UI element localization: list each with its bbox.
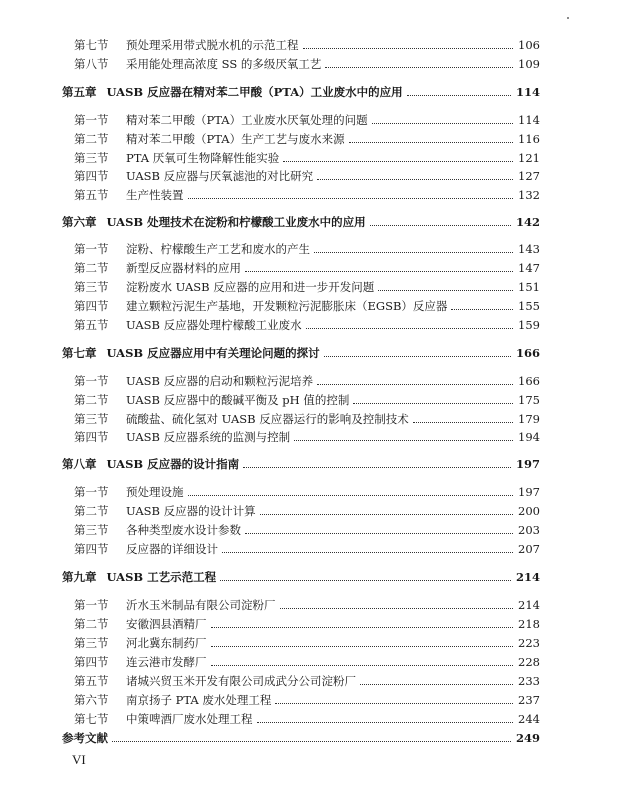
section-number: 第五节	[74, 318, 109, 332]
section-title: 反应器的详细设计	[126, 542, 218, 556]
chapter-title: UASB 反应器应用中有关理论问题的探讨	[106, 346, 320, 360]
dot-leader	[211, 627, 514, 628]
dot-leader	[360, 684, 513, 685]
toc-section-row[interactable]	[62, 634, 540, 651]
toc-section-row[interactable]	[62, 483, 540, 500]
toc-entry-label	[62, 617, 207, 632]
dot-leader	[294, 440, 513, 441]
section-number: 第四节	[74, 430, 109, 444]
toc-entry-label	[62, 655, 207, 670]
dot-leader	[222, 552, 513, 553]
toc-entry-label	[62, 636, 207, 651]
dot-leader	[211, 646, 514, 647]
dot-leader	[280, 608, 514, 609]
section-number: 第一节	[74, 242, 109, 256]
section-number: 第一节	[74, 374, 109, 388]
page-number: 207	[518, 542, 540, 556]
section-number: 第四节	[74, 542, 109, 556]
section-number: 第三节	[74, 151, 109, 165]
dot-leader	[378, 290, 513, 291]
page-number: 214	[518, 598, 540, 612]
dot-leader	[245, 271, 513, 272]
toc-entry-label	[62, 374, 313, 389]
toc-section-row[interactable]	[62, 240, 540, 257]
toc-section-row[interactable]	[62, 278, 540, 295]
dot-leader	[260, 514, 513, 515]
dot-leader	[370, 225, 511, 226]
section-title: 预处理采用带式脱水机的示范工程	[126, 38, 299, 52]
toc-entry-label	[62, 346, 320, 361]
toc-entry-label	[62, 542, 218, 557]
page-number: 166	[515, 346, 540, 360]
toc-entry-label	[62, 151, 279, 166]
toc-section-row[interactable]	[62, 130, 540, 147]
dot-leader	[325, 67, 513, 68]
section-title: 安徽泗县酒精厂	[126, 617, 207, 631]
page-number: 143	[518, 242, 540, 256]
section-title: 诸城兴贸玉米开发有限公司成武分公司淀粉厂	[126, 674, 356, 688]
section-title: 新型反应器材料的应用	[126, 261, 241, 275]
toc-entry-label	[62, 693, 271, 708]
dot-leader	[407, 95, 511, 96]
toc-section-row[interactable]	[62, 428, 540, 445]
chapter-number: 第九章	[62, 570, 97, 584]
section-number: 第一节	[74, 598, 109, 612]
toc-entry-label	[62, 393, 349, 408]
page-number: 147	[518, 261, 540, 275]
section-number: 第六节	[74, 693, 109, 707]
page-number: 233	[518, 674, 540, 688]
section-number: 第四节	[74, 169, 109, 183]
toc-chapter-row[interactable]	[62, 213, 540, 230]
page-number: 200	[518, 504, 540, 518]
toc-references-row[interactable]	[62, 729, 540, 746]
toc-entry-label	[62, 215, 366, 230]
toc-section-row[interactable]	[62, 596, 540, 613]
page-number: 109	[518, 57, 540, 71]
page-number: 121	[518, 151, 540, 165]
dot-leader	[257, 722, 514, 723]
section-title: UASB 反应器中的酸碱平衡及 pH 值的控制	[126, 393, 350, 407]
toc-entry-label	[62, 430, 290, 445]
page-number: 106	[518, 38, 540, 52]
section-title: 建立颗粒污泥生产基地，开发颗粒污泥膨胀床（EGSB）反应器	[126, 299, 448, 313]
dot-leader	[188, 198, 514, 199]
toc-entry-label	[62, 188, 184, 203]
section-title: 采用能处理高浓度 SS 的多级厌氧工艺	[126, 57, 322, 71]
section-number: 第二节	[74, 132, 109, 146]
toc-section-row[interactable]	[62, 316, 540, 333]
toc-entry-label	[62, 712, 253, 727]
dot-leader	[211, 665, 514, 666]
toc-section-row[interactable]	[62, 540, 540, 557]
page-number: 237	[518, 693, 540, 707]
section-title: 连云港市发酵厂	[126, 655, 207, 669]
section-title: UASB 反应器的设计计算	[126, 504, 256, 518]
dot-leader	[306, 328, 513, 329]
toc-entry-label	[62, 318, 302, 333]
toc-entry-label	[62, 57, 321, 72]
toc-section-row[interactable]	[62, 167, 540, 184]
toc-entry-label	[62, 457, 239, 472]
toc-section-row[interactable]	[62, 391, 540, 408]
toc-section-row[interactable]	[62, 672, 540, 689]
toc-section-row[interactable]	[62, 653, 540, 670]
section-title: 预处理设施	[126, 485, 184, 499]
toc-section-row[interactable]	[62, 615, 540, 632]
page-number: 114	[515, 85, 540, 99]
page-number: 127	[518, 169, 540, 183]
page-number: 132	[518, 188, 540, 202]
page-number: 228	[518, 655, 540, 669]
toc-entry-label	[62, 485, 184, 500]
dot-leader	[317, 179, 513, 180]
toc-entry-label	[62, 570, 216, 585]
dot-leader	[275, 703, 513, 704]
section-number: 第二节	[74, 617, 109, 631]
page-number: 223	[518, 636, 540, 650]
dot-leader	[303, 48, 514, 49]
section-number: 第三节	[74, 523, 109, 537]
toc-section-row[interactable]	[62, 36, 540, 53]
toc-entry-label	[62, 731, 108, 746]
section-title: 淀粉、柠檬酸生产工艺和废水的产生	[126, 242, 310, 256]
scan-speck	[567, 17, 569, 19]
section-number: 第四节	[74, 655, 109, 669]
section-number: 第三节	[74, 280, 109, 294]
dot-leader	[349, 142, 513, 143]
toc-section-row[interactable]	[62, 55, 540, 72]
toc-entry-label	[62, 132, 345, 147]
dot-leader	[324, 356, 511, 357]
page-number: 249	[515, 731, 540, 745]
toc-chapter-row[interactable]	[62, 568, 540, 585]
dot-leader	[372, 123, 513, 124]
section-title: 精对苯二甲酸（PTA）工业废水厌氧处理的问题	[126, 113, 368, 127]
section-title: UASB 反应器系统的监测与控制	[126, 430, 291, 444]
dot-leader	[317, 384, 513, 385]
section-number: 第二节	[74, 393, 109, 407]
section-number: 第三节	[74, 412, 109, 426]
page-number: 166	[518, 374, 540, 388]
section-title: 生产性装置	[126, 188, 184, 202]
dot-leader	[188, 495, 514, 496]
dot-leader	[220, 580, 511, 581]
section-title: 各种类型废水设计参数	[126, 523, 241, 537]
page-number: 159	[518, 318, 540, 332]
section-number: 第四节	[74, 299, 109, 313]
toc-section-row[interactable]	[62, 149, 540, 166]
toc-section-row[interactable]	[62, 372, 540, 389]
chapter-number: 第七章	[62, 346, 97, 360]
section-number: 第一节	[74, 485, 109, 499]
section-number: 第五节	[74, 674, 109, 688]
toc-entry-label	[62, 504, 256, 519]
section-title: 硫酸盐、硫化氢对 UASB 反应器运行的影响及控制技术	[126, 412, 409, 426]
chapter-number: 第八章	[62, 457, 97, 471]
toc-section-row[interactable]	[62, 502, 540, 519]
page-folio: VI	[72, 752, 86, 767]
section-title: 淀粉废水 UASB 反应器的应用和进一步开发问题	[126, 280, 375, 294]
toc-entry-label	[62, 299, 447, 314]
page-number: 151	[518, 280, 540, 294]
toc-entry-label	[62, 242, 310, 257]
page-number: 175	[518, 393, 540, 407]
toc-entry-label	[62, 261, 241, 276]
toc-entry-label	[62, 412, 409, 427]
section-title: 南京扬子 PTA 废水处理工程	[126, 693, 272, 707]
toc-entry-label	[62, 280, 374, 295]
chapter-title: UASB 反应器的设计指南	[106, 457, 240, 471]
page-number: 194	[518, 430, 540, 444]
page-number: 197	[518, 485, 540, 499]
section-number: 第八节	[74, 57, 109, 71]
chapter-number: 第五章	[62, 85, 97, 99]
toc-section-row[interactable]	[62, 259, 540, 276]
section-title: UASB 反应器处理柠檬酸工业废水	[126, 318, 302, 332]
dot-leader	[451, 309, 513, 310]
page-number: 155	[518, 299, 540, 313]
toc-chapter-row[interactable]	[62, 83, 540, 100]
page-number: 179	[518, 412, 540, 426]
toc-section-row[interactable]	[62, 111, 540, 128]
references-title: 参考文献	[62, 731, 108, 745]
section-number: 第七节	[74, 38, 109, 52]
page-number: 197	[515, 457, 540, 471]
toc-section-row[interactable]	[62, 297, 540, 314]
toc-section-row[interactable]	[62, 521, 540, 538]
page-number: 218	[518, 617, 540, 631]
section-title: 沂水玉米制品有限公司淀粉厂	[126, 598, 276, 612]
section-title: PTA 厌氧可生物降解性能实验	[126, 151, 280, 165]
toc-section-row[interactable]	[62, 691, 540, 708]
toc-entry-label	[62, 38, 299, 53]
toc-entry-label	[62, 113, 368, 128]
dot-leader	[112, 741, 511, 742]
chapter-title: UASB 反应器在精对苯二甲酸（PTA）工业废水中的应用	[106, 85, 403, 99]
dot-leader	[413, 422, 513, 423]
dot-leader	[243, 467, 511, 468]
section-title: UASB 反应器与厌氧滤池的对比研究	[126, 169, 314, 183]
dot-leader	[245, 533, 513, 534]
section-title: UASB 反应器的启动和颗粒污泥培养	[126, 374, 314, 388]
toc-section-row[interactable]	[62, 710, 540, 727]
page-number: 244	[518, 712, 540, 726]
section-number: 第三节	[74, 636, 109, 650]
chapter-number: 第六章	[62, 215, 97, 229]
toc-chapter-row[interactable]	[62, 344, 540, 361]
page-number: 116	[518, 132, 540, 146]
page-number: 203	[518, 523, 540, 537]
toc-section-row[interactable]	[62, 186, 540, 203]
dot-leader	[283, 161, 513, 162]
toc-entry-label	[62, 674, 356, 689]
toc-section-row[interactable]	[62, 410, 540, 427]
dot-leader	[314, 252, 513, 253]
toc-entry-label	[62, 169, 313, 184]
toc-entry-label	[62, 598, 276, 613]
section-title: 中策啤酒厂废水处理工程	[126, 712, 253, 726]
section-number: 第二节	[74, 504, 109, 518]
toc-entry-label	[62, 523, 241, 538]
section-title: 河北冀东制药厂	[126, 636, 207, 650]
chapter-title: UASB 工艺示范工程	[106, 570, 217, 584]
toc-chapter-row[interactable]	[62, 455, 540, 472]
page-number: 214	[515, 570, 540, 584]
dot-leader	[353, 403, 513, 404]
section-number: 第七节	[74, 712, 109, 726]
chapter-title: UASB 处理技术在淀粉和柠檬酸工业废水中的应用	[106, 215, 366, 229]
section-number: 第一节	[74, 113, 109, 127]
section-title: 精对苯二甲酸（PTA）生产工艺与废水来源	[126, 132, 345, 146]
section-number: 第二节	[74, 261, 109, 275]
section-number: 第五节	[74, 188, 109, 202]
toc-entry-label	[62, 85, 403, 100]
page-number: 114	[518, 113, 540, 127]
page-number: 142	[515, 215, 540, 229]
